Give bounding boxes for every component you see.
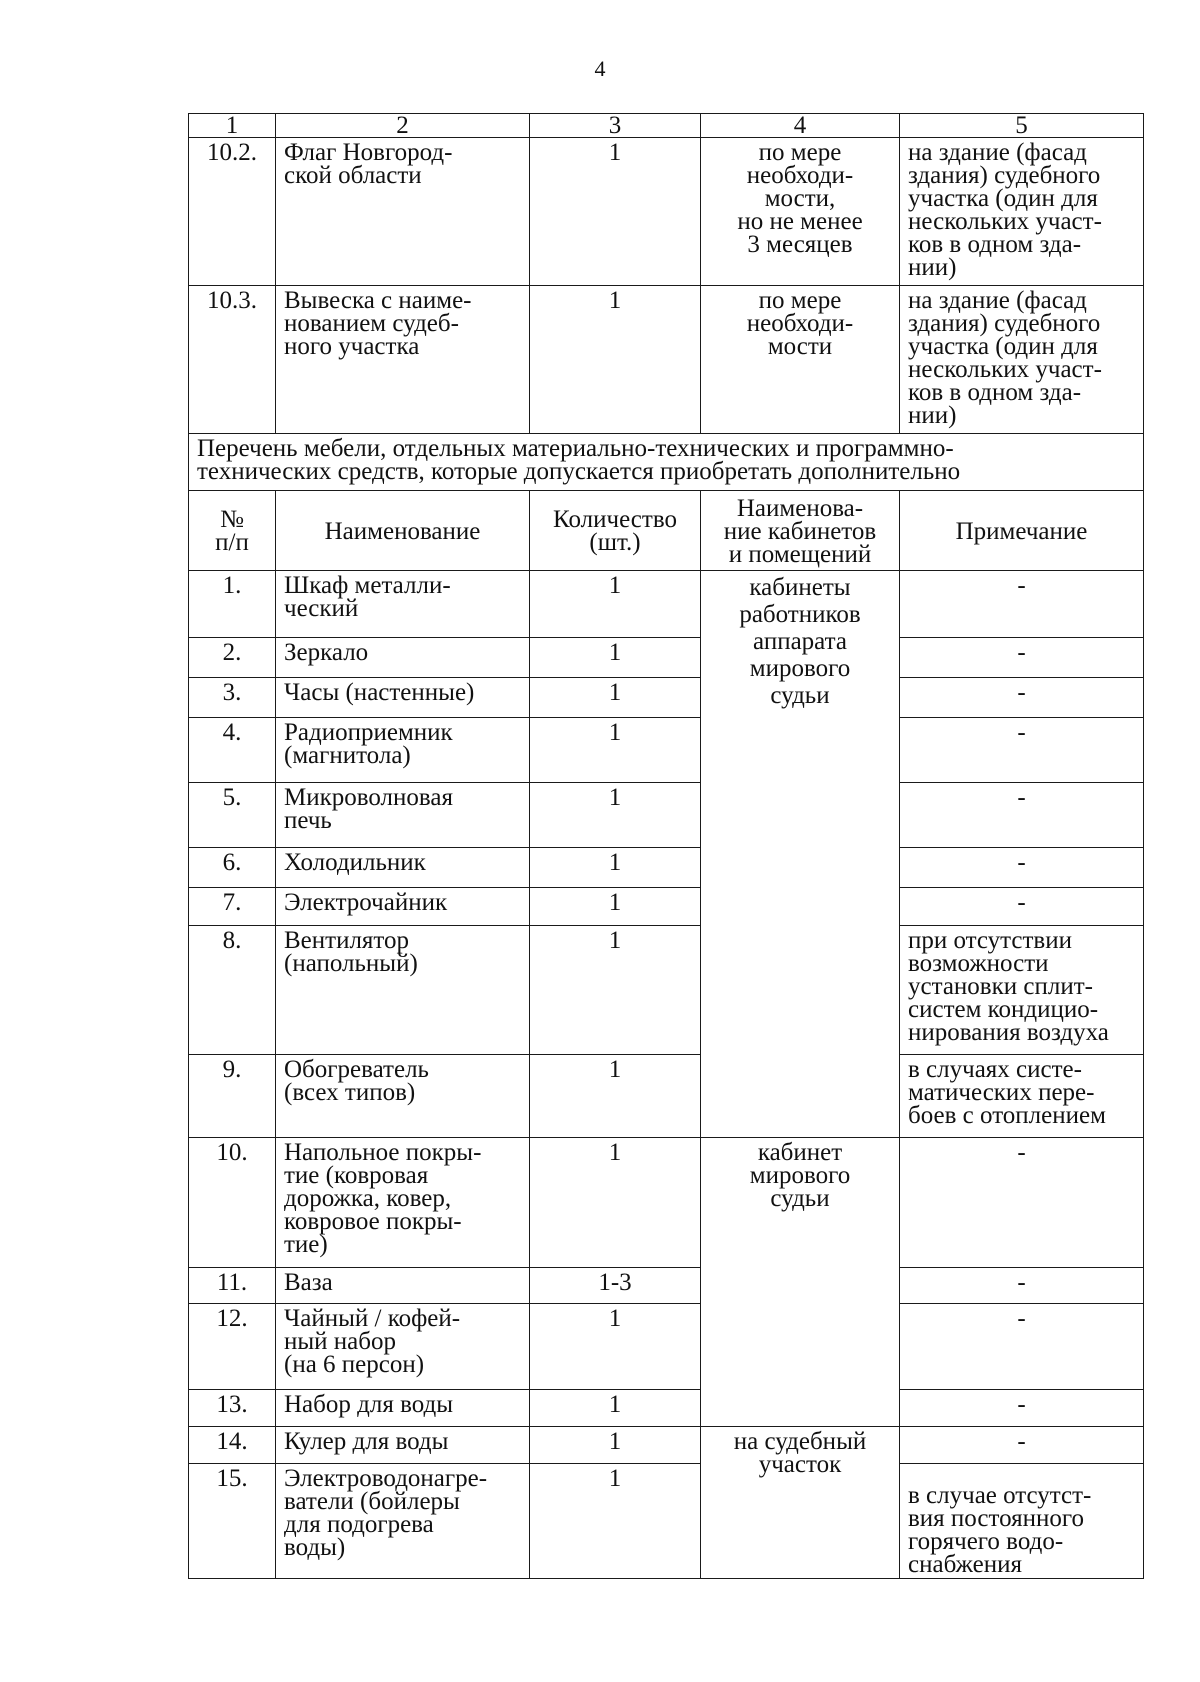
table-row (189, 783, 1144, 848)
item-quantity: 1 (530, 571, 701, 638)
table-row (189, 1138, 1144, 1268)
item-quantity: 1 (530, 286, 701, 434)
item-note: - (900, 1390, 1144, 1427)
item-period: по мере необходи- мости (701, 286, 900, 434)
table-row (189, 638, 1144, 678)
item-name: Флаг Новгород- ской области (276, 138, 530, 286)
row-number: 14. (189, 1427, 276, 1464)
item-note: - (900, 718, 1144, 783)
item-quantity: 1 (530, 888, 701, 926)
item-name: Вывеска с наиме- нованием судеб- ного участка (276, 286, 530, 434)
item-quantity: 1 (530, 678, 701, 718)
section-row (189, 434, 1144, 491)
row-number: 12. (189, 1304, 276, 1390)
column-number: 2 (276, 114, 530, 138)
item-note: - (900, 888, 1144, 926)
table-row (189, 138, 1144, 286)
item-note: - (900, 1268, 1144, 1304)
table-row (189, 926, 1144, 1055)
row-number: 11. (189, 1268, 276, 1304)
row-number: 8. (189, 926, 276, 1055)
row-number: 1. (189, 571, 276, 638)
item-quantity: 1 (530, 1390, 701, 1427)
row-number: 7. (189, 888, 276, 926)
row-number: 5. (189, 783, 276, 848)
item-name: Шкаф металли- ческий (276, 571, 530, 638)
item-quantity: 1 (530, 1464, 701, 1579)
column-number: 4 (701, 114, 900, 138)
header-name: Наименование (276, 491, 530, 571)
item-note: при отсутствии возможности установки сплит- систем кондицио- нирования воздуха (900, 926, 1144, 1055)
room-group: кабинет мирового судьи (701, 1138, 900, 1427)
item-period: по мере необходи- мости, но не менее 3 месяцев (701, 138, 900, 286)
item-note: в случае отсутст- вия постоянного горячего водо- снабжения (900, 1464, 1144, 1579)
table-row (189, 1055, 1144, 1138)
column-number-row (189, 114, 1144, 138)
item-name: Холодильник (276, 848, 530, 888)
item-note: - (900, 571, 1144, 638)
item-name: Электрочайник (276, 888, 530, 926)
row-number: 10.2. (189, 138, 276, 286)
table-row (189, 286, 1144, 434)
room-group: кабинеты работников аппарата мирового судьи (701, 571, 900, 1138)
item-quantity: 1 (530, 926, 701, 1055)
row-number: 13. (189, 1390, 276, 1427)
row-number: 9. (189, 1055, 276, 1138)
table-row (189, 678, 1144, 718)
header-note: Примечание (900, 491, 1144, 571)
header-quantity: Количество (шт.) (530, 491, 701, 571)
item-note: - (900, 848, 1144, 888)
item-name: Зеркало (276, 638, 530, 678)
item-name: Обогреватель (всех типов) (276, 1055, 530, 1138)
item-note: - (900, 1138, 1144, 1268)
row-number: 4. (189, 718, 276, 783)
item-quantity: 1 (530, 1427, 701, 1464)
item-quantity: 1 (530, 718, 701, 783)
header-rooms: Наименова- ние кабинетов и помещений (701, 491, 900, 571)
item-note: - (900, 1427, 1144, 1464)
row-number: 6. (189, 848, 276, 888)
table-row (189, 888, 1144, 926)
item-note: в случаях систе- матических пере- боев с отоплением (900, 1055, 1144, 1138)
item-quantity: 1 (530, 1304, 701, 1390)
item-name: Чайный / кофей- ный набор (на 6 персон) (276, 1304, 530, 1390)
item-name: Часы (настенные) (276, 678, 530, 718)
item-quantity: 1 (530, 638, 701, 678)
table-row (189, 718, 1144, 783)
header-number: № п/п (189, 491, 276, 571)
column-number: 5 (900, 114, 1144, 138)
column-number: 1 (189, 114, 276, 138)
item-quantity: 1 (530, 1138, 701, 1268)
row-number: 2. (189, 638, 276, 678)
row-number: 3. (189, 678, 276, 718)
item-quantity: 1 (530, 848, 701, 888)
table-row (189, 1304, 1144, 1390)
item-name: Радиоприемник (магнитола) (276, 718, 530, 783)
item-note: на здание (фасад здания) судебного участка (один для нескольких участ- ков в одном зда- нии) (900, 138, 1144, 286)
item-note: - (900, 1304, 1144, 1390)
item-name: Набор для воды (276, 1390, 530, 1427)
table-row (189, 848, 1144, 888)
item-name: Вентилятор (напольный) (276, 926, 530, 1055)
item-quantity: 1 (530, 138, 701, 286)
section-title: Перечень мебели, отдельных материально-технических и программно- технических средств, которые допускается приобретать дополнительно (189, 434, 1144, 491)
item-quantity: 1 (530, 783, 701, 848)
table-row (189, 571, 1144, 638)
page-number: 4 (594, 56, 606, 81)
item-name: Ваза (276, 1268, 530, 1304)
equipment-table (188, 113, 1144, 1579)
table-row (189, 1464, 1144, 1579)
item-name: Электроводонагре- ватели (бойлеры для подогрева воды) (276, 1464, 530, 1579)
item-note: - (900, 783, 1144, 848)
item-name: Кулер для воды (276, 1427, 530, 1464)
row-number: 15. (189, 1464, 276, 1579)
item-quantity: 1-3 (530, 1268, 701, 1304)
table-row (189, 1268, 1144, 1304)
item-quantity: 1 (530, 1055, 701, 1138)
row-number: 10.3. (189, 286, 276, 434)
item-note: на здание (фасад здания) судебного участка (один для нескольких участ- ков в одном зда- нии) (900, 286, 1144, 434)
item-name: Напольное покры- тие (ковровая дорожка, ковер, ковровое покры- тие) (276, 1138, 530, 1268)
room-group: на судебный участок (701, 1427, 900, 1579)
item-name: Микроволновая печь (276, 783, 530, 848)
item-note: - (900, 678, 1144, 718)
table-row (189, 1390, 1144, 1427)
item-note: - (900, 638, 1144, 678)
table-row (189, 1427, 1144, 1464)
column-number: 3 (530, 114, 701, 138)
header-row (189, 491, 1144, 571)
row-number: 10. (189, 1138, 276, 1268)
